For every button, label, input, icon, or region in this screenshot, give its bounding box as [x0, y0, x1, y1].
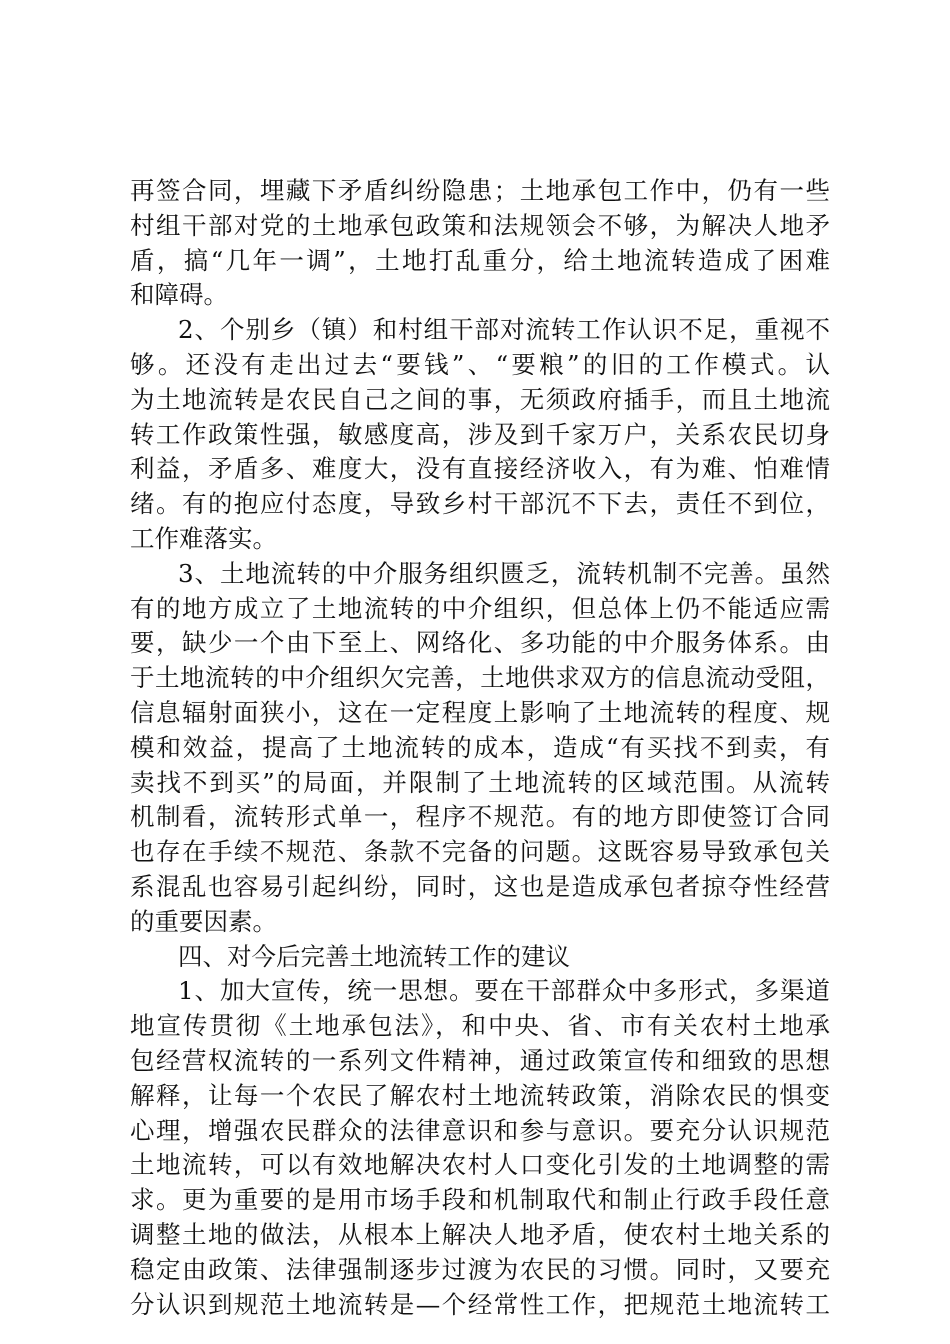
text-line: 再签合同，埋藏下矛盾纠纷隐患；土地承包工作中，仍有一些 [130, 176, 830, 205]
section-heading: 四、对今后完善土地流转工作的建议 [178, 941, 570, 971]
text-line: 有的地方成立了土地流转的中介组织，但总体上仍不能适应需 [130, 593, 830, 623]
document-body [130, 174, 830, 1322]
text-line: 模和效益，提高了土地流转的成本，造成“有买找不到卖，有 [130, 732, 830, 762]
text-line: 系混乱也容易引起纠纷，同时，这也是造成承包者掠夺性经营 [130, 871, 830, 901]
text-line: 村组干部对党的土地承包政策和法规领会不够，为解决人地矛 [130, 210, 830, 240]
text-line: 分认识到规范土地流转是—个经常性工作，把规范土地流转工 [130, 1289, 830, 1319]
text-line: 包经营权流转的一系列文件精神，通过政策宣传和细致的思想 [130, 1045, 830, 1075]
paragraph-start-line: 2、个别乡（镇）和村组干部对流转工作认识不足，重视不 [178, 315, 830, 345]
text-line: 要，缺少一个由下至上、网络化、多功能的中介服务体系。由 [130, 628, 830, 658]
text-line: 信息辐射面狭小，这在一定程度上影响了土地流转的程度、规 [130, 697, 830, 727]
text-line: 心理，增强农民群众的法律意识和参与意识。要充分认识规范 [130, 1115, 830, 1145]
text-line: 调整土地的做法，从根本上解决人地矛盾，使农村土地关系的 [130, 1219, 830, 1249]
paragraph-start-line: 1、加大宣传，统一思想。要在干部群众中多形式，多渠道 [178, 976, 830, 1006]
text-line: 为土地流转是农民自己之间的事，无须政府插手，而且土地流 [130, 384, 830, 414]
text-line: 工作难落实。 [130, 523, 277, 553]
text-line: 也存在手续不规范、条款不完备的问题。这既容易导致承包关 [130, 837, 830, 867]
text-line: 绪。有的抱应付态度，导致乡村干部沉不下去，责任不到位， [130, 489, 830, 519]
text-line: 地宣传贯彻《土地承包法》，和中央、省、市有关农村土地承 [130, 1011, 830, 1041]
text-line: 的重要因素。 [130, 906, 277, 936]
paragraph-start-line: 3、土地流转的中介服务组织匮乏，流转机制不完善。虽然 [178, 558, 830, 588]
text-line: 机制看，流转形式单一，程序不规范。有的地方即使签订合同 [130, 802, 830, 832]
text-line: 解释，让每一个农民了解农村土地流转政策，消除农民的惧变 [130, 1080, 830, 1110]
text-line: 于土地流转的中介组织欠完善，土地供求双方的信息流动受阻， [130, 663, 830, 693]
text-line: 盾，搞“几年一调”，土地打乱重分，给土地流转造成了困难 [130, 245, 830, 275]
text-line: 和障碍。 [130, 280, 228, 310]
text-line: 土地流转，可以有效地解决农村人口变化引发的土地调整的需 [130, 1150, 830, 1180]
text-line: 转工作政策性强，敏感度高，涉及到千家万户，关系农民切身 [130, 419, 830, 449]
text-line: 够。还没有走出过去“要钱”、“要粮”的旧的工作模式。认 [130, 349, 830, 379]
text-line: 求。更为重要的是用市场手段和机制取代和制止行政手段任意 [130, 1185, 830, 1215]
text-line: 卖找不到买”的局面，并限制了土地流转的区域范围。从流转 [130, 767, 830, 797]
text-line: 稳定由政策、法律强制逐步过渡为农民的习惯。同时，又要充 [130, 1254, 830, 1284]
text-line: 利益，矛盾多、难度大，没有直接经济收入，有为难、怕难情 [130, 454, 830, 484]
